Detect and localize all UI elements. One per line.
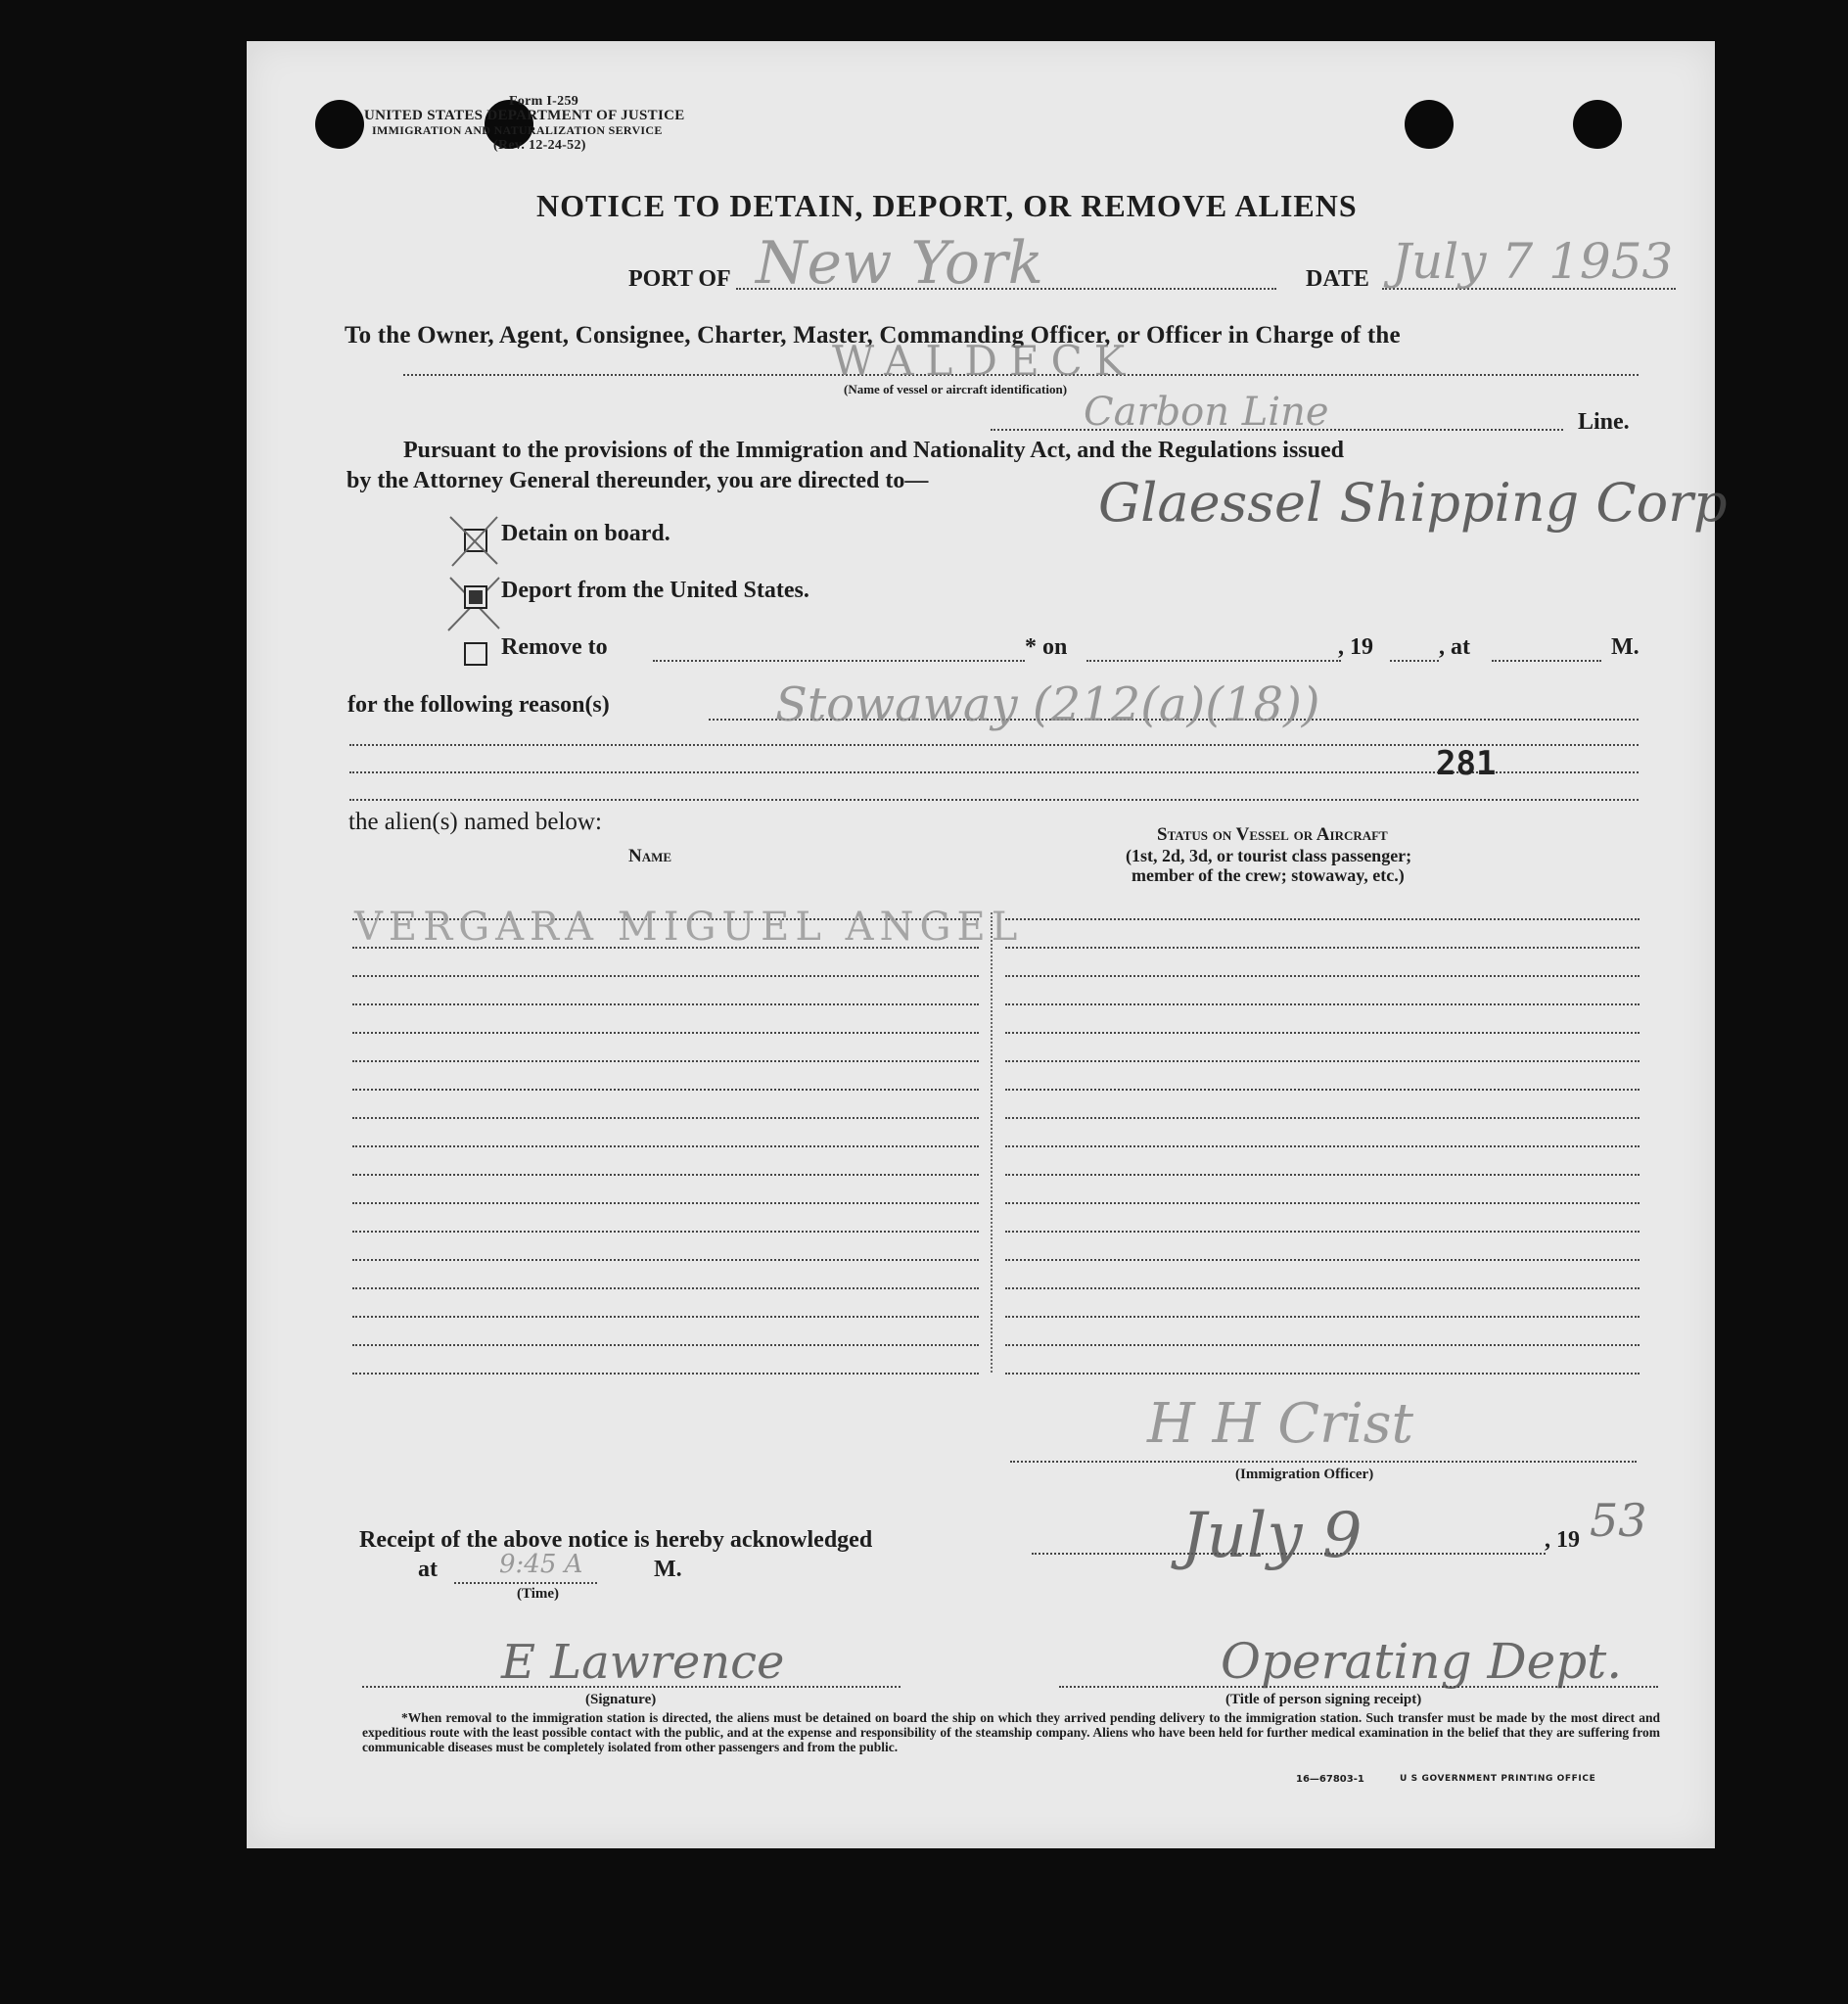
reasons-value: Stowaway (212(a)(18)) [775,677,1320,732]
status-row-line [1005,1060,1640,1062]
name-header: Name [628,846,672,866]
name-row-line [352,975,979,977]
name-row-line [352,1003,979,1005]
footnote: *When removal to the immigration station is directed, the aliens must be detained on board the ship on which they arrived pending delivery to the immigration station. Such transfer must be made by the most direct and expeditious route with the least possible contact with the public, and at the expense and responsibility of the steamship company. Aliens who have been held for further medical examination in the belief that they are suffering from communicable diseases must be completely isolated from other passengers and from the public. [362,1710,1660,1754]
name-row-line [352,1231,979,1233]
pursuant-line1: Pursuant to the provisions of the Immigration and Nationality Act, and the Regulations issued [403,438,1344,463]
signature-caption: (Signature) [585,1692,657,1707]
receipt-date: July 9 [1181,1500,1363,1572]
status-row-line [1005,1287,1640,1289]
name-row-line [352,1316,979,1318]
addressee-text: To the Owner, Agent, Consignee, Charter, Master, Commanding Officer, or Officer in Charge of the [345,322,1401,349]
punch-hole [1573,100,1622,149]
status-row-line [1005,1259,1640,1261]
aliens-label: the alien(s) named below: [348,809,602,835]
printer-name: U S GOVERNMENT PRINTING OFFICE [1400,1774,1596,1784]
officer-signature: H H Crist [1147,1392,1414,1456]
pursuant-line2: by the Attorney General thereunder, you are directed to— [346,468,929,493]
receipt-at: at [418,1557,438,1582]
status-row-line [1005,1316,1640,1318]
form-revision: (Rev. 12-24-52) [493,138,586,153]
name-row-line [352,1089,979,1091]
vessel-value: WALDECK [832,337,1137,385]
status-row-line [1005,1231,1640,1233]
status-sub1: (1st, 2d, 3d, or tourist class passenger; [1126,846,1412,865]
status-row-line [1005,1202,1640,1204]
name-row-line [352,1174,979,1176]
date-value: July 7 1953 [1392,233,1674,290]
reasons-label: for the following reason(s) [347,692,610,718]
status-row-line [1005,918,1640,920]
remove-checkbox[interactable] [464,642,487,666]
detain-label: Detain on board. [501,521,670,546]
name-row-line [352,1259,979,1261]
agency-line2: IMMIGRATION AND NATURALIZATION SERVICE [372,123,663,137]
date-label: DATE [1306,266,1369,292]
title-caption: (Title of person signing receipt) [1225,1692,1422,1707]
remove-label: Remove to [501,634,608,660]
time-caption: (Time) [517,1586,560,1602]
agency-line1: UNITED STATES DEPARTMENT OF JUSTICE [364,108,685,123]
status-header: Status on Vessel or Aircraft [1157,824,1388,845]
remove-year-label: , 19 [1338,634,1373,660]
receipt-m: M. [654,1557,682,1582]
port-value: New York [756,229,1043,298]
name-row-line [352,1344,979,1346]
name-row-line [352,1060,979,1062]
status-row-line [1005,1373,1640,1375]
receipt-year-prefix: , 19 [1545,1527,1580,1553]
remove-m-label: M. [1611,634,1640,660]
reason-stamp: 281 [1436,744,1497,783]
receipt-time: 9:45 A [499,1550,583,1579]
name-row-line [352,1373,979,1375]
company-handwritten: Glaessel Shipping Corp [1098,472,1728,534]
name-row-line [352,1145,979,1147]
status-row-line [1005,1344,1640,1346]
receipt-year: 53 [1590,1494,1647,1547]
name-row-line [352,1287,979,1289]
form-page [247,41,1728,1848]
status-row-line [1005,1003,1640,1005]
punch-hole [315,100,364,149]
receiver-title: Operating Dept. [1221,1633,1623,1690]
remove-on-label: * on [1025,634,1068,660]
line-label: Line. [1578,409,1630,435]
deport-label: Deport from the United States. [501,578,809,603]
officer-caption: (Immigration Officer) [1235,1467,1374,1482]
status-row-line [1005,1145,1640,1147]
form-title: NOTICE TO DETAIN, DEPORT, OR REMOVE ALIENS [536,188,1358,223]
form-number: Form I-259 [509,94,579,109]
name-row-line [352,1117,979,1119]
name-row-line [352,1032,979,1034]
status-sub2: member of the crew; stowaway, etc.) [1132,865,1405,885]
status-row-line [1005,1174,1640,1176]
status-row-line [1005,1032,1640,1034]
receiver-signature: E Lawrence [501,1635,785,1690]
deport-checkbox[interactable] [464,585,487,609]
port-label: PORT OF [628,266,731,292]
punch-hole [1405,100,1454,149]
print-code: 16—67803-1 [1296,1774,1364,1785]
alien-name: VERGARA MIGUEL ANGEL [354,905,1024,950]
vessel-caption: (Name of vessel or aircraft identification) [844,382,1068,396]
status-row-line [1005,1089,1640,1091]
status-row-line [1005,947,1640,949]
remove-at-label: , at [1439,634,1470,660]
receipt-text: Receipt of the above notice is hereby acknowledged [359,1527,873,1553]
line-value: Carbon Line [1084,390,1329,435]
name-row-line [352,1202,979,1204]
column-separator [991,912,993,1373]
status-row-line [1005,975,1640,977]
status-row-line [1005,1117,1640,1119]
